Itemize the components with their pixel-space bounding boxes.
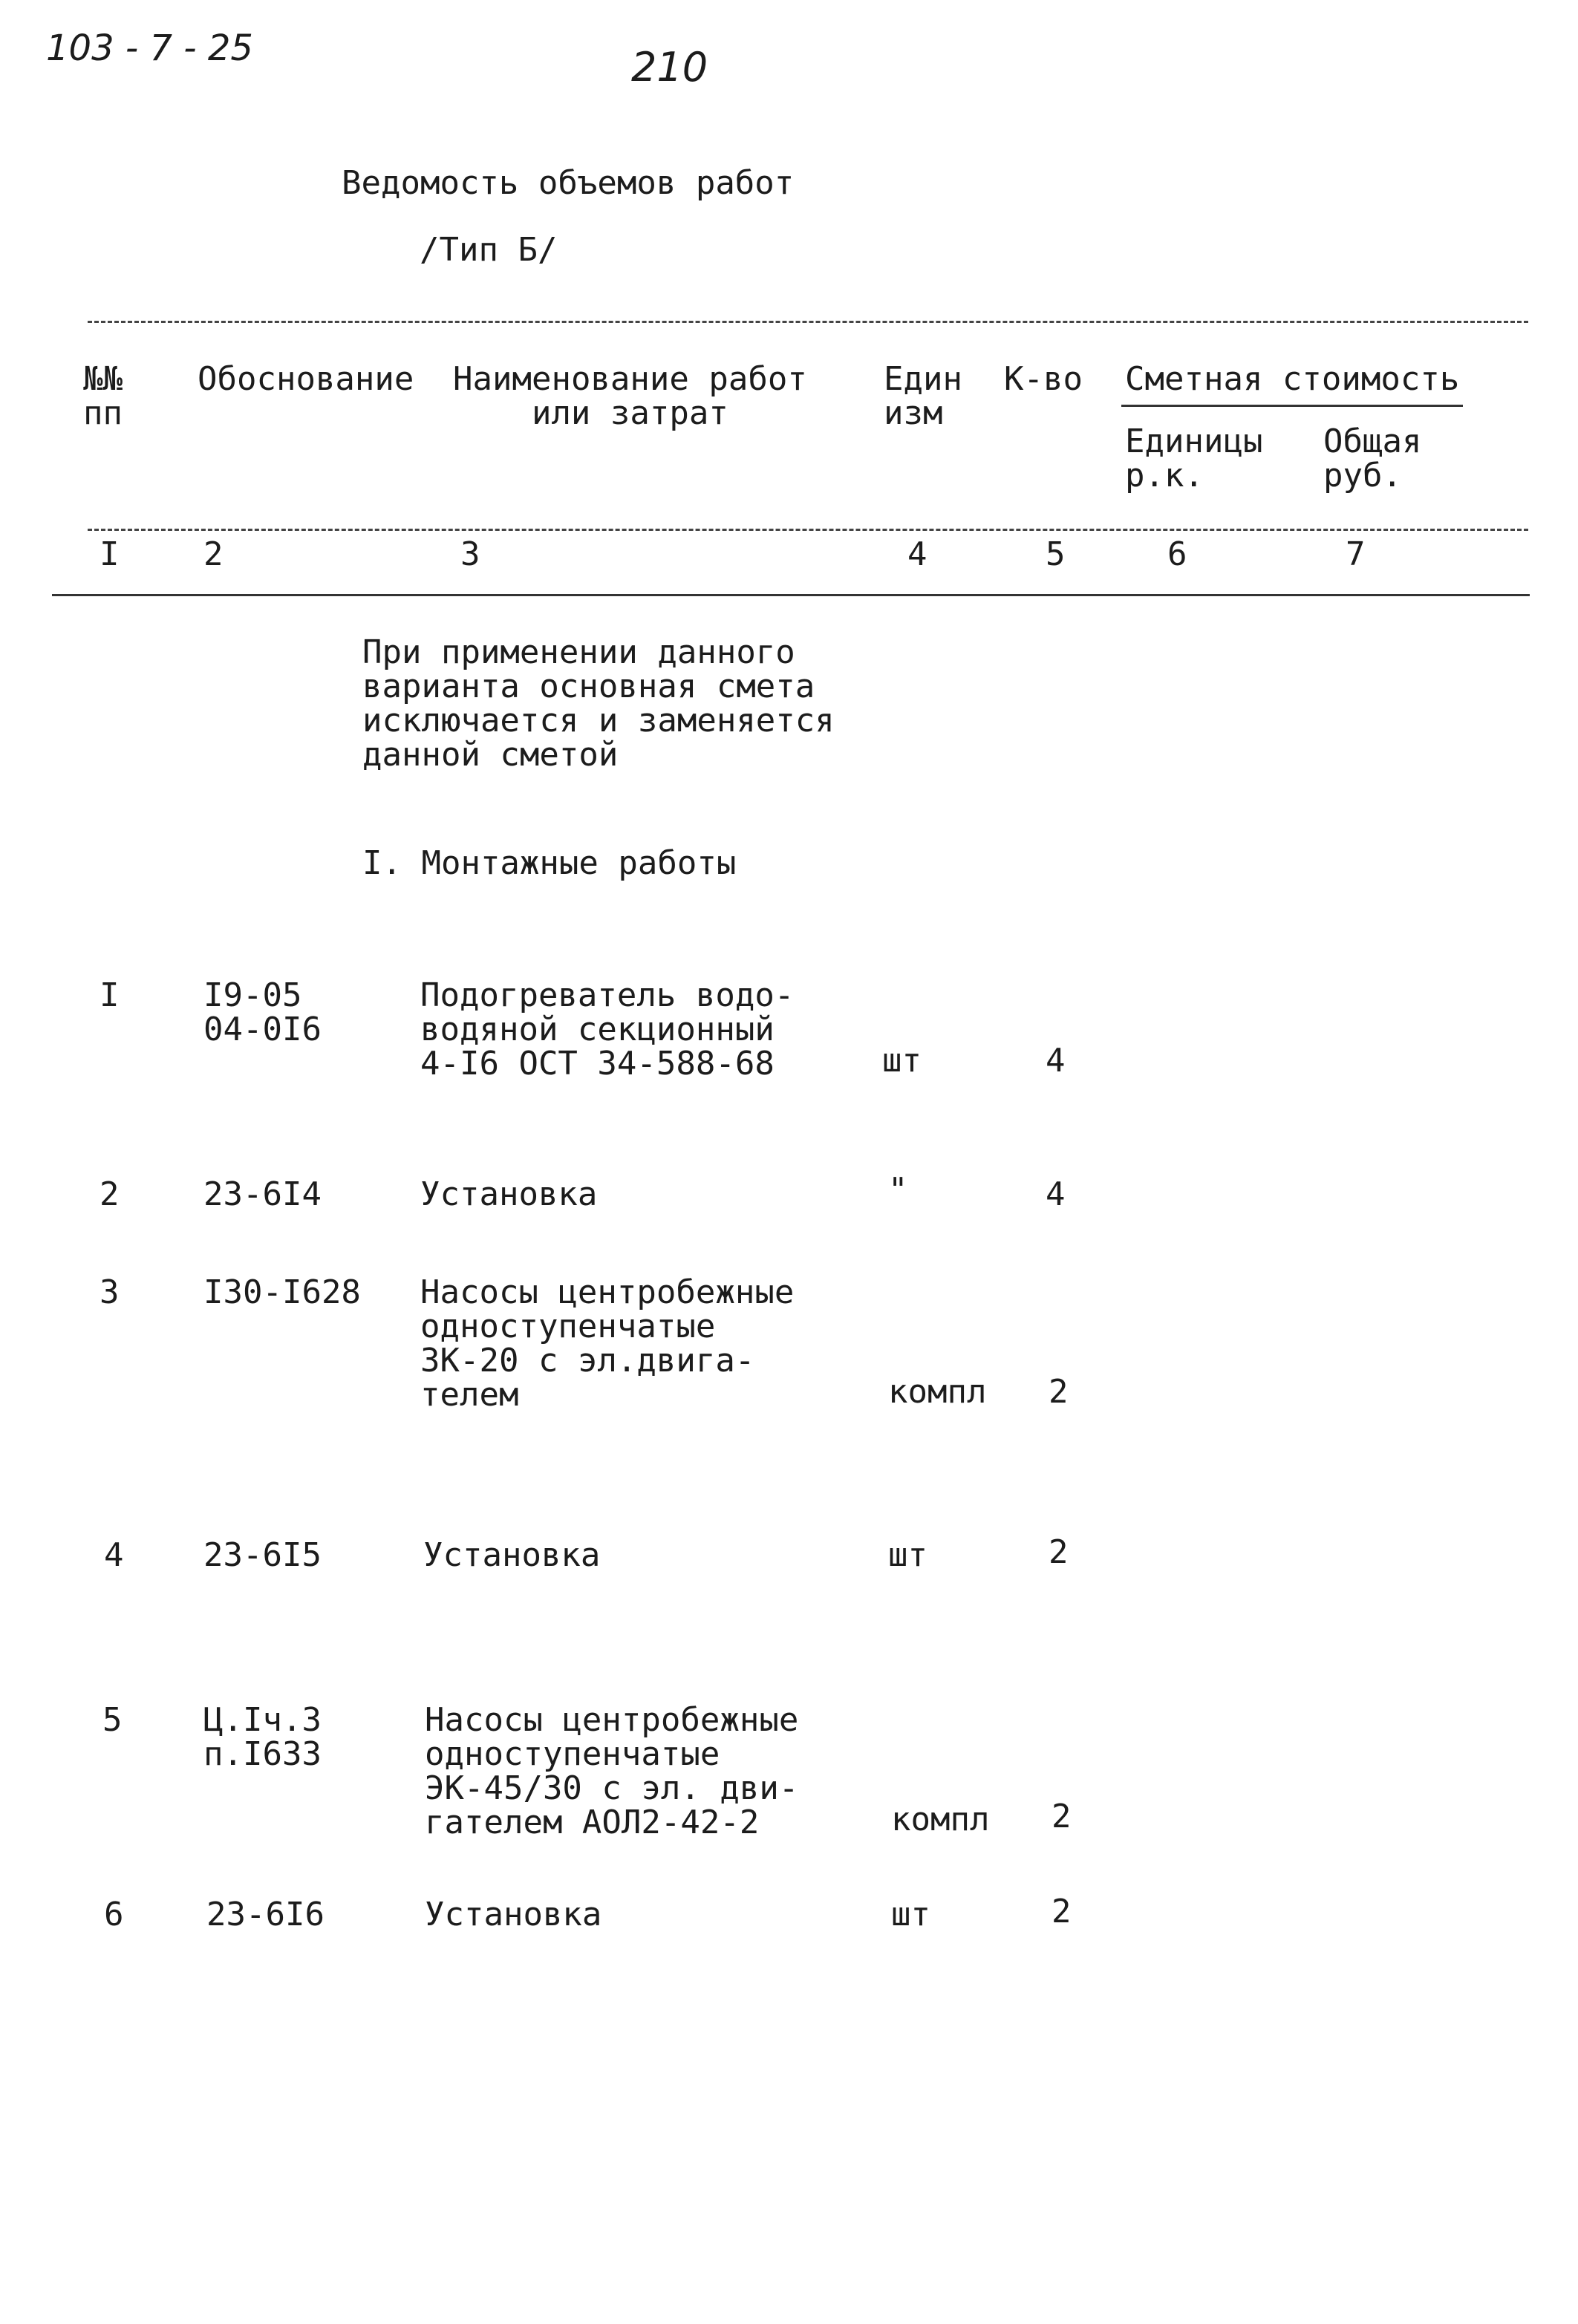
header-col-unit: Един изм [884,360,962,432]
row-1-unit: шт [882,1042,922,1080]
header-col-number: №№ пп [83,360,123,432]
row-4-qty: 2 [1049,1533,1069,1571]
row-3-basis: I30-I628 [203,1273,361,1311]
row-1-name: Подогреватель водо- водяной секционный 4-I6 ОСТ 34-588-68 [420,976,795,1083]
row-2-basis: 23-6I4 [203,1175,322,1213]
row-2-qty: 4 [1046,1175,1066,1213]
col-number-6: 6 [1167,535,1187,573]
col-number-4: 4 [907,535,927,573]
row-5-qty: 2 [1052,1798,1072,1835]
row-5-unit: компл [891,1801,990,1838]
col-number-5: 5 [1046,535,1066,573]
header-col-total-cost: Общая руб. [1323,422,1422,494]
row-6-name: Установка [425,1896,602,1933]
row-3-qty: 2 [1049,1373,1069,1411]
col-number-7: 7 [1346,535,1366,573]
row-6-qty: 2 [1052,1893,1072,1930]
col-number-1: I [100,535,120,573]
row-3-name: Насосы центробежные одноступенчатые 3К-20 с эл.двига- телем [420,1273,795,1414]
row-3-number: 3 [100,1273,120,1311]
cost-group-rule [1121,405,1463,407]
section-title: I. Монтажные работы [362,844,737,882]
col-number-3: 3 [460,535,480,573]
row-2-number: 2 [100,1175,120,1213]
header-col-name: Наименование работ или затрат [453,360,807,432]
col-number-2: 2 [203,535,224,573]
row-4-unit: шт [888,1536,927,1574]
header-mid-rule [88,529,1528,531]
header-col-basis: Обоснование [198,360,414,398]
header-top-rule [88,321,1528,323]
row-6-number: 6 [104,1896,124,1933]
header-col-unit-cost: Единицы р.к. [1125,422,1263,494]
row-1-qty: 4 [1046,1042,1066,1080]
note-text: При применении данного варианта основная смета исключается и заменяется данной сметой [362,633,835,774]
row-5-basis: Ц.Iч.3 п.I633 [203,1701,322,1773]
row-4-basis: 23-6I5 [203,1536,322,1574]
header-col-qty: К-во [1004,360,1083,398]
document-code: 103 - 7 - 25 [46,27,253,69]
row-1-basis: I9-05 04-0I6 [203,976,322,1048]
row-4-number: 4 [104,1536,124,1574]
header-cost-group: Сметная стоимость [1125,360,1460,398]
row-4-name: Установка [423,1536,601,1574]
row-3-unit: компл [888,1373,987,1411]
row-6-unit: шт [891,1896,930,1933]
row-2-name: Установка [420,1175,598,1213]
document-subtitle: /Тип Б/ [420,231,558,269]
row-6-basis: 23-6I6 [206,1896,325,1933]
document-title: Ведомость объемов работ [342,164,795,202]
row-1-number: I [100,976,120,1014]
row-5-number: 5 [102,1701,123,1739]
row-5-name: Насосы центробежные одноступенчатые ЭК-45/30 с эл. дви- гателем АОЛ2-42-2 [425,1701,799,1841]
page-number: 210 [631,44,708,91]
header-bottom-rule [52,594,1530,596]
row-2-unit: " [888,1171,908,1209]
